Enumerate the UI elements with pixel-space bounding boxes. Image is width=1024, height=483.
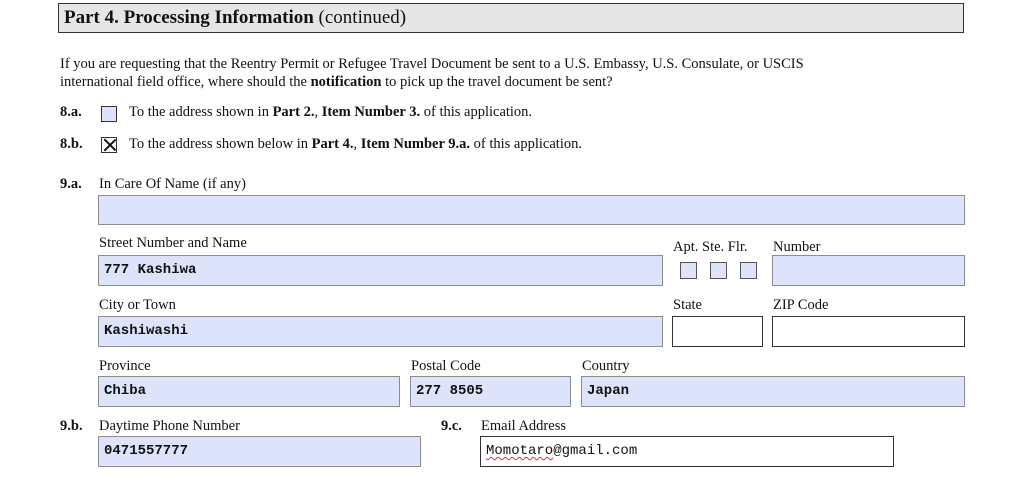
instructions-line-1: If you are requesting that the Reentry Permit or Refugee Travel Document be sent to a U.S. Embassy, U.S. Consulate, or USCIS [60, 56, 804, 72]
ste-checkbox[interactable] [710, 262, 727, 279]
item-number-8b: 8.b. [60, 136, 83, 152]
in-care-of-field[interactable] [98, 195, 965, 225]
option-8b-text-end: of this application. [470, 136, 582, 152]
country-field[interactable]: Japan [581, 376, 965, 407]
street-field[interactable]: 777 Kashiwa [98, 255, 663, 286]
checkbox-8b[interactable] [101, 137, 117, 153]
postal-code-label: Postal Code [411, 358, 481, 374]
option-8a-label [129, 104, 532, 121]
instructions-bold-word: notification [310, 74, 382, 90]
state-field[interactable] [672, 316, 763, 347]
option-8a-item: Item Number 3. [321, 104, 421, 120]
apt-checkbox[interactable] [680, 262, 697, 279]
apt-number-field[interactable] [772, 255, 965, 286]
option-8b-item: Item Number 9.a. [360, 136, 471, 152]
zip-label: ZIP Code [773, 297, 829, 313]
option-8a-sep: , [314, 104, 322, 120]
in-care-of-label: In Care Of Name (if any) [99, 176, 246, 192]
checkbox-8a[interactable] [101, 106, 117, 122]
country-label: Country [582, 358, 630, 374]
item-number-9a: 9.a. [60, 176, 82, 192]
option-8b-text-start: To the address shown below in [129, 136, 312, 152]
section-header [58, 3, 964, 33]
apt-ste-flr-label: Apt. Ste. Flr. [673, 239, 748, 255]
item-number-9b: 9.b. [60, 418, 83, 434]
email-user: Momotaro [486, 443, 554, 459]
option-8b-label [129, 136, 582, 153]
section-subtitle: (continued) [318, 7, 407, 28]
email-field[interactable] [480, 436, 894, 467]
instructions-line-2 [60, 73, 960, 91]
item-number-8a: 8.a. [60, 104, 82, 120]
option-8a-text-end: of this application. [420, 104, 533, 120]
zip-field[interactable] [772, 316, 965, 347]
email-domain: @gmail.com [553, 443, 638, 459]
postal-code-field[interactable]: 277 8505 [410, 376, 571, 407]
section-title: Part 4. Processing Information [64, 7, 314, 28]
city-field[interactable]: Kashiwashi [98, 316, 663, 347]
street-label: Street Number and Name [99, 235, 247, 251]
daytime-phone-label: Daytime Phone Number [99, 418, 240, 434]
flr-checkbox[interactable] [740, 262, 757, 279]
instructions-line-2-end: to pick up the travel document be sent? [381, 74, 613, 90]
email-label: Email Address [481, 418, 566, 434]
daytime-phone-field[interactable]: 0471557777 [98, 436, 421, 467]
apt-number-label: Number [773, 239, 821, 255]
state-label: State [673, 297, 702, 313]
instructions-text [60, 55, 960, 91]
option-8a-part: Part 2. [272, 104, 315, 120]
item-number-9c: 9.c. [441, 418, 462, 434]
option-8a-text-start: To the address shown in [129, 104, 273, 120]
province-label: Province [99, 358, 151, 374]
option-8b-part: Part 4. [311, 136, 354, 152]
option-8b-sep: , [353, 136, 361, 152]
province-field[interactable]: Chiba [98, 376, 400, 407]
instructions-line-2-start: international field office, where should the [60, 74, 311, 90]
city-label: City or Town [99, 297, 176, 313]
